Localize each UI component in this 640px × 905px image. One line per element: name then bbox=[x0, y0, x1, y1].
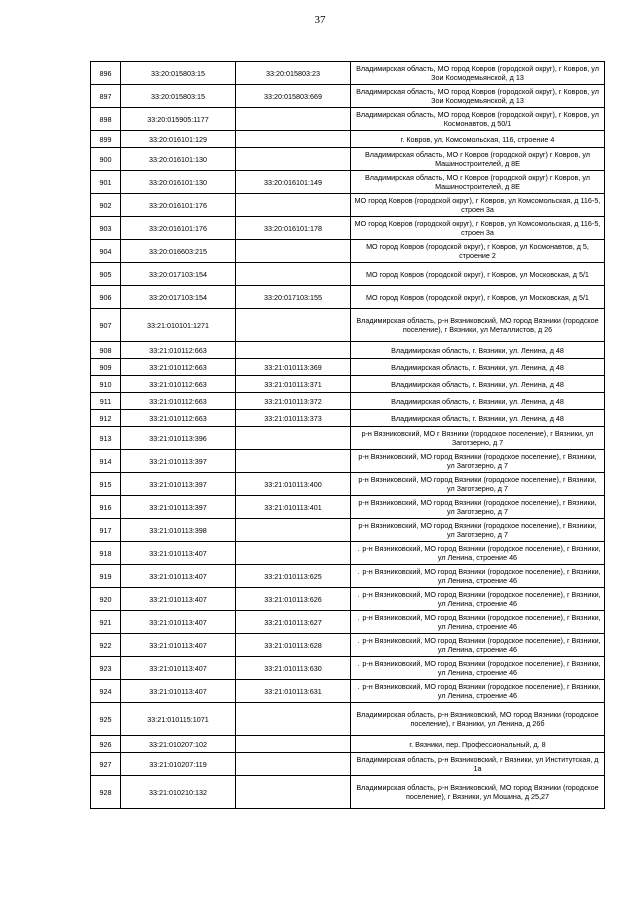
table-row bbox=[91, 519, 605, 542]
child-cadastral-number-cell: 33:20:015803:669 bbox=[236, 85, 351, 108]
table-row bbox=[91, 240, 605, 263]
child-cadastral-number-cell bbox=[236, 736, 351, 753]
address-cell: Владимирская область, МО город Ковров (городской округ), г Ковров, ул Зои Космодемьянской, д 13 bbox=[351, 85, 605, 108]
address-cell bbox=[351, 565, 605, 588]
parent-cadastral-number-cell: 33:21:010112:663 bbox=[121, 359, 236, 376]
address-cell: Владимирская область, р-н Вязниковский, г Вязники, ул Институтская, д 1а bbox=[351, 753, 605, 776]
table-row bbox=[91, 194, 605, 217]
row-number-cell: 923 bbox=[91, 657, 121, 680]
address-text: р-н Вязниковский, МО город Вязники (городское поселение), г Вязники, ул Ленина, строение 46 bbox=[362, 544, 601, 562]
bullet-mark: . bbox=[357, 590, 360, 599]
row-number-cell: 897 bbox=[91, 85, 121, 108]
address-cell: Владимирская область, МО город Ковров (городской округ), г Ковров, ул Зои Космодемьянской, д 13 bbox=[351, 62, 605, 85]
parent-cadastral-number-cell: 33:20:016101:130 bbox=[121, 171, 236, 194]
child-cadastral-number-cell: 33:21:010113:371 bbox=[236, 376, 351, 393]
parent-cadastral-number-cell: 33:20:017103:154 bbox=[121, 263, 236, 286]
address-cell: МО город Ковров (городской округ), г Ковров, ул Комсомольская, д 116-5, строен 3а bbox=[351, 194, 605, 217]
address-text: р-н Вязниковский, МО город Вязники (городское поселение), г Вязники, ул Ленина, строение 46 bbox=[362, 659, 601, 677]
parent-cadastral-number-cell: 33:21:010113:407 bbox=[121, 565, 236, 588]
row-number-cell: 905 bbox=[91, 263, 121, 286]
bullet-mark: . bbox=[357, 544, 360, 553]
table-row bbox=[91, 148, 605, 171]
address-cell: г. Ковров, ул. Комсомольская, 116, строение 4 bbox=[351, 131, 605, 148]
row-number-cell: 913 bbox=[91, 427, 121, 450]
table-row bbox=[91, 376, 605, 393]
parent-cadastral-number-cell: 33:21:010113:396 bbox=[121, 427, 236, 450]
address-cell bbox=[351, 634, 605, 657]
child-cadastral-number-cell bbox=[236, 131, 351, 148]
row-number-cell: 901 bbox=[91, 171, 121, 194]
child-cadastral-number-cell: 33:21:010113:625 bbox=[236, 565, 351, 588]
child-cadastral-number-cell bbox=[236, 427, 351, 450]
child-cadastral-number-cell: 33:21:010113:401 bbox=[236, 496, 351, 519]
child-cadastral-number-cell: 33:21:010113:369 bbox=[236, 359, 351, 376]
table-row bbox=[91, 342, 605, 359]
parent-cadastral-number-cell: 33:20:017103:154 bbox=[121, 286, 236, 309]
table-row bbox=[91, 427, 605, 450]
table-row bbox=[91, 703, 605, 736]
row-number-cell: 900 bbox=[91, 148, 121, 171]
row-number-cell: 926 bbox=[91, 736, 121, 753]
table-row bbox=[91, 286, 605, 309]
address-cell: Владимирская область, р-н Вязниковский, МО город Вязники (городское поселение), г Вязники, ул Ленина, д 26б bbox=[351, 703, 605, 736]
child-cadastral-number-cell: 33:20:016101:149 bbox=[236, 171, 351, 194]
row-number-cell: 916 bbox=[91, 496, 121, 519]
row-number-cell: 899 bbox=[91, 131, 121, 148]
parent-cadastral-number-cell: 33:20:016101:176 bbox=[121, 217, 236, 240]
child-cadastral-number-cell: 33:20:015803:23 bbox=[236, 62, 351, 85]
address-cell bbox=[351, 542, 605, 565]
row-number-cell: 906 bbox=[91, 286, 121, 309]
table-row bbox=[91, 657, 605, 680]
table-body bbox=[91, 62, 605, 809]
row-number-cell: 904 bbox=[91, 240, 121, 263]
child-cadastral-number-cell: 33:21:010113:400 bbox=[236, 473, 351, 496]
row-number-cell: 920 bbox=[91, 588, 121, 611]
table-row bbox=[91, 753, 605, 776]
address-cell: МО город Ковров (городской округ), г Ковров, ул Комсомольская, д 116-5, строен 3а bbox=[351, 217, 605, 240]
address-cell: Владимирская область, г. Вязники, ул. Ленина, д 48 bbox=[351, 393, 605, 410]
row-number-cell: 922 bbox=[91, 634, 121, 657]
child-cadastral-number-cell bbox=[236, 542, 351, 565]
row-number-cell: 925 bbox=[91, 703, 121, 736]
parent-cadastral-number-cell: 33:21:010113:407 bbox=[121, 611, 236, 634]
child-cadastral-number-cell bbox=[236, 240, 351, 263]
row-number-cell: 907 bbox=[91, 309, 121, 342]
row-number-cell: 910 bbox=[91, 376, 121, 393]
address-cell: Владимирская область, р-н Вязниковский, МО город Вязники (городское поселение), г Вязники, ул Мошина, д 25,27 bbox=[351, 776, 605, 809]
address-text: р-н Вязниковский, МО город Вязники (городское поселение), г Вязники, ул Ленина, строение 46 bbox=[362, 590, 601, 608]
address-cell: Владимирская область, МО город Ковров (городской округ), г Ковров, ул Космонавтов, д 50/1 bbox=[351, 108, 605, 131]
address-cell: МО город Ковров (городской округ), г Ковров, ул Московская, д 5/1 bbox=[351, 263, 605, 286]
child-cadastral-number-cell bbox=[236, 519, 351, 542]
parent-cadastral-number-cell: 33:20:015905:1177 bbox=[121, 108, 236, 131]
parent-cadastral-number-cell: 33:20:016603:215 bbox=[121, 240, 236, 263]
child-cadastral-number-cell bbox=[236, 776, 351, 809]
page-number: 37 bbox=[314, 14, 326, 26]
row-number-cell: 921 bbox=[91, 611, 121, 634]
parent-cadastral-number-cell: 33:21:010113:407 bbox=[121, 657, 236, 680]
child-cadastral-number-cell bbox=[236, 342, 351, 359]
child-cadastral-number-cell bbox=[236, 263, 351, 286]
parent-cadastral-number-cell: 33:21:010101:1271 bbox=[121, 309, 236, 342]
child-cadastral-number-cell: 33:21:010113:372 bbox=[236, 393, 351, 410]
row-number-cell: 914 bbox=[91, 450, 121, 473]
parent-cadastral-number-cell: 33:21:010112:663 bbox=[121, 410, 236, 427]
address-text: р-н Вязниковский, МО город Вязники (городское поселение), г Вязники, ул Ленина, строение 46 bbox=[362, 567, 601, 585]
parent-cadastral-number-cell: 33:21:010113:398 bbox=[121, 519, 236, 542]
table-row bbox=[91, 588, 605, 611]
child-cadastral-number-cell bbox=[236, 148, 351, 171]
address-cell: Владимирская область, г. Вязники, ул. Ленина, д 48 bbox=[351, 342, 605, 359]
child-cadastral-number-cell: 33:20:016101:178 bbox=[236, 217, 351, 240]
parent-cadastral-number-cell: 33:21:010210:132 bbox=[121, 776, 236, 809]
parent-cadastral-number-cell: 33:21:010112:663 bbox=[121, 376, 236, 393]
row-number-cell: 912 bbox=[91, 410, 121, 427]
table-row bbox=[91, 496, 605, 519]
row-number-cell: 911 bbox=[91, 393, 121, 410]
parent-cadastral-number-cell: 33:21:010112:663 bbox=[121, 342, 236, 359]
row-number-cell: 919 bbox=[91, 565, 121, 588]
address-cell: р-н Вязниковский, МО город Вязники (городское поселение), г Вязники, ул Заготзерно, д 7 bbox=[351, 473, 605, 496]
table-row bbox=[91, 611, 605, 634]
bullet-mark: . bbox=[357, 613, 360, 622]
row-number-cell: 928 bbox=[91, 776, 121, 809]
parent-cadastral-number-cell: 33:21:010113:397 bbox=[121, 450, 236, 473]
address-cell: Владимирская область, г. Вязники, ул. Ленина, д 48 bbox=[351, 359, 605, 376]
child-cadastral-number-cell bbox=[236, 194, 351, 217]
row-number-cell: 896 bbox=[91, 62, 121, 85]
parent-cadastral-number-cell: 33:20:016101:129 bbox=[121, 131, 236, 148]
child-cadastral-number-cell: 33:20:017103:155 bbox=[236, 286, 351, 309]
table-row bbox=[91, 62, 605, 85]
address-cell: р-н Вязниковский, МО город Вязники (городское поселение), г Вязники, ул Заготзерно, д 7 bbox=[351, 450, 605, 473]
parent-cadastral-number-cell: 33:21:010113:397 bbox=[121, 473, 236, 496]
table-row bbox=[91, 85, 605, 108]
address-text: р-н Вязниковский, МО город Вязники (городское поселение), г Вязники, ул Ленина, строение 46 bbox=[362, 636, 601, 654]
table-row bbox=[91, 450, 605, 473]
parent-cadastral-number-cell: 33:20:015803:15 bbox=[121, 85, 236, 108]
row-number-cell: 924 bbox=[91, 680, 121, 703]
address-cell: р-н Вязниковский, МО город Вязники (городское поселение), г Вязники, ул Заготзерно, д 7 bbox=[351, 496, 605, 519]
row-number-cell: 918 bbox=[91, 542, 121, 565]
table-row bbox=[91, 309, 605, 342]
table-row bbox=[91, 473, 605, 496]
parent-cadastral-number-cell: 33:21:010115:1071 bbox=[121, 703, 236, 736]
address-cell: Владимирская область, МО г Ковров (городской округ) г Ковров, ул Машиностроителей, д 8Е bbox=[351, 148, 605, 171]
address-cell: МО город Ковров (городской округ), г Ковров, ул Московская, д 5/1 bbox=[351, 286, 605, 309]
row-number-cell: 909 bbox=[91, 359, 121, 376]
table-row bbox=[91, 680, 605, 703]
child-cadastral-number-cell: 33:21:010113:628 bbox=[236, 634, 351, 657]
row-number-cell: 898 bbox=[91, 108, 121, 131]
bullet-mark: . bbox=[357, 659, 360, 668]
bullet-mark: . bbox=[357, 636, 360, 645]
address-cell: р-н Вязниковский, МО город Вязники (городское поселение), г Вязники, ул Заготзерно, д 7 bbox=[351, 519, 605, 542]
child-cadastral-number-cell bbox=[236, 450, 351, 473]
table-row bbox=[91, 171, 605, 194]
table-row bbox=[91, 736, 605, 753]
child-cadastral-number-cell: 33:21:010113:630 bbox=[236, 657, 351, 680]
address-cell: р-н Вязниковский, МО г Вязники (городское поселение), г Вязники, ул Заготзерно, д 7 bbox=[351, 427, 605, 450]
address-text: р-н Вязниковский, МО город Вязники (городское поселение), г Вязники, ул Ленина, строение 46 bbox=[362, 682, 601, 700]
address-cell: г. Вязники, пер. Профессиональный, д. 8 bbox=[351, 736, 605, 753]
row-number-cell: 915 bbox=[91, 473, 121, 496]
row-number-cell: 902 bbox=[91, 194, 121, 217]
parent-cadastral-number-cell: 33:21:010113:407 bbox=[121, 634, 236, 657]
child-cadastral-number-cell bbox=[236, 703, 351, 736]
row-number-cell: 927 bbox=[91, 753, 121, 776]
table-row bbox=[91, 410, 605, 427]
parent-cadastral-number-cell: 33:21:010207:102 bbox=[121, 736, 236, 753]
child-cadastral-number-cell: 33:21:010113:373 bbox=[236, 410, 351, 427]
parent-cadastral-number-cell: 33:21:010113:407 bbox=[121, 588, 236, 611]
cadastral-table bbox=[90, 61, 605, 809]
table-row bbox=[91, 565, 605, 588]
child-cadastral-number-cell: 33:21:010113:626 bbox=[236, 588, 351, 611]
parent-cadastral-number-cell: 33:21:010113:397 bbox=[121, 496, 236, 519]
address-cell: Владимирская область, г. Вязники, ул. Ленина, д 48 bbox=[351, 410, 605, 427]
parent-cadastral-number-cell: 33:20:015803:15 bbox=[121, 62, 236, 85]
child-cadastral-number-cell bbox=[236, 108, 351, 131]
parent-cadastral-number-cell: 33:21:010207:119 bbox=[121, 753, 236, 776]
table-row bbox=[91, 542, 605, 565]
row-number-cell: 903 bbox=[91, 217, 121, 240]
address-text: р-н Вязниковский, МО город Вязники (городское поселение), г Вязники, ул Ленина, строение 46 bbox=[362, 613, 601, 631]
table-row bbox=[91, 634, 605, 657]
row-number-cell: 917 bbox=[91, 519, 121, 542]
parent-cadastral-number-cell: 33:21:010113:407 bbox=[121, 542, 236, 565]
address-cell: Владимирская область, г. Вязники, ул. Ленина, д 48 bbox=[351, 376, 605, 393]
child-cadastral-number-cell bbox=[236, 309, 351, 342]
row-number-cell: 908 bbox=[91, 342, 121, 359]
table-row bbox=[91, 776, 605, 809]
table-row bbox=[91, 393, 605, 410]
address-cell bbox=[351, 680, 605, 703]
table-row bbox=[91, 359, 605, 376]
address-cell: Владимирская область, МО г Ковров (городской округ) г Ковров, ул Машиностроителей, д 8Е bbox=[351, 171, 605, 194]
bullet-mark: . bbox=[357, 567, 360, 576]
table-row bbox=[91, 108, 605, 131]
child-cadastral-number-cell bbox=[236, 753, 351, 776]
address-cell bbox=[351, 611, 605, 634]
child-cadastral-number-cell: 33:21:010113:631 bbox=[236, 680, 351, 703]
parent-cadastral-number-cell: 33:21:010113:407 bbox=[121, 680, 236, 703]
address-cell: Владимирская область, р-н Вязниковский, МО город Вязники (городское поселение), г Вязники, ул Металлистов, д 26 bbox=[351, 309, 605, 342]
address-cell bbox=[351, 588, 605, 611]
parent-cadastral-number-cell: 33:20:016101:130 bbox=[121, 148, 236, 171]
address-cell: МО город Ковров (городской округ), г Ковров, ул Космонавтов, д 5, строение 2 bbox=[351, 240, 605, 263]
table-row bbox=[91, 131, 605, 148]
child-cadastral-number-cell: 33:21:010113:627 bbox=[236, 611, 351, 634]
address-cell bbox=[351, 657, 605, 680]
table-row bbox=[91, 263, 605, 286]
bullet-mark: . bbox=[357, 682, 360, 691]
table-row bbox=[91, 217, 605, 240]
parent-cadastral-number-cell: 33:20:016101:176 bbox=[121, 194, 236, 217]
parent-cadastral-number-cell: 33:21:010112:663 bbox=[121, 393, 236, 410]
